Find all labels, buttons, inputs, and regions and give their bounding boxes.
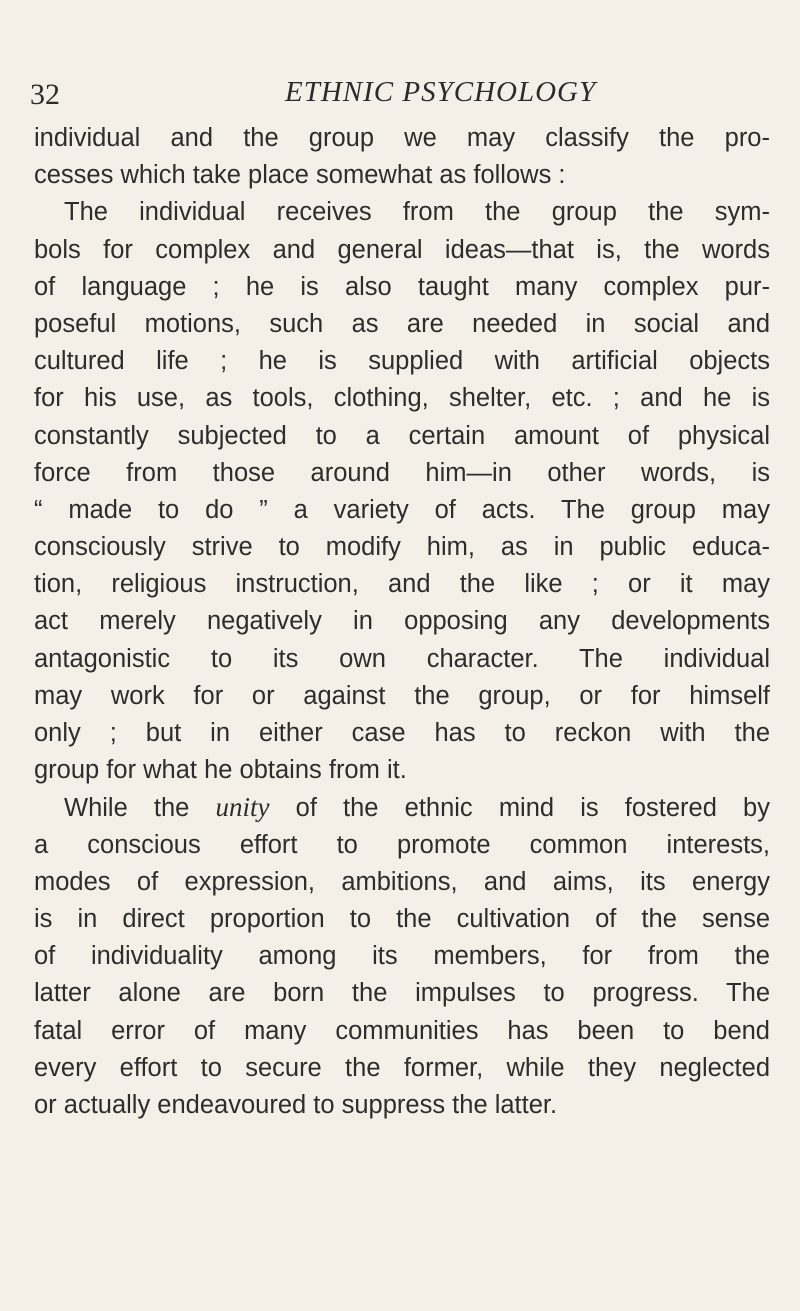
paragraph-start-line: The individual receives from the group the sym- [64, 198, 770, 227]
text-segment: of the ethnic mind is fostered by [269, 794, 770, 823]
text-line: every effort to secure the former, while they neglected [34, 1053, 770, 1082]
page-number: 32 [30, 78, 60, 111]
running-head [0, 74, 800, 114]
text-line: cesses which take place somewhat as follows : [34, 161, 566, 190]
text-line: bols for complex and general ideas—that is, the words [34, 235, 770, 264]
paragraph-start-line [34, 789, 770, 826]
text-line: consciously strive to modify him, as in public educa- [34, 533, 770, 562]
text-line: of language ; he is also taught many complex pur- [34, 272, 770, 301]
text-line: individual and the group we may classify the pro- [34, 124, 770, 152]
text-line: tion, religious instruction, and the like ; or it may [34, 570, 770, 599]
text-line: act merely negatively in opposing any developments [34, 607, 770, 636]
emphasis-word: unity [215, 792, 270, 823]
text-line: for his use, as tools, clothing, shelter, etc. ; and he is [34, 384, 770, 413]
text-line: may work for or against the group, or for himself [34, 681, 770, 710]
text-line: “ made to do ” a variety of acts. The group may [34, 495, 770, 524]
body-text [34, 120, 770, 1124]
text-line: antagonistic to its own character. The individual [34, 644, 770, 673]
text-line: poseful motions, such as are needed in social and [34, 309, 770, 338]
text-line: only ; but in either case has to reckon with the [34, 719, 770, 747]
text-line: a conscious effort to promote common interests, [34, 830, 770, 859]
running-title: ETHNIC PSYCHOLOGY [285, 76, 597, 108]
text-line: is in direct proportion to the cultivation of the sense [34, 904, 770, 933]
text-line: group for what he obtains from it. [34, 756, 407, 785]
text-line: constantly subjected to a certain amount of physical [34, 421, 770, 450]
text-line: cultured life ; he is supplied with artificial objects [34, 347, 770, 376]
text-line: of individuality among its members, for from the [34, 942, 770, 971]
text-line: or actually endeavoured to suppress the latter. [34, 1090, 558, 1119]
text-line: force from those around him—in other words, is [34, 458, 770, 487]
text-segment: While the [64, 794, 216, 823]
text-line: latter alone are born the impulses to progress. The [34, 979, 770, 1008]
text-line: fatal error of many communities has been to bend [34, 1016, 770, 1045]
text-line: modes of expression, ambitions, and aims, its energy [34, 867, 770, 896]
